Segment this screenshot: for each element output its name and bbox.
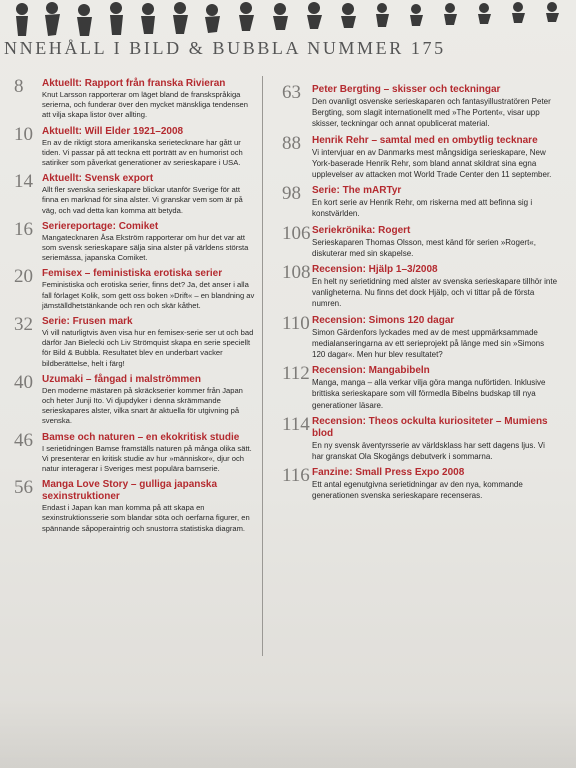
toc-entry: [14, 123, 256, 169]
entry-description: Manga, manga – alla verkar vilja göra manga nuförtiden. Inklusive brittiska serieskapare som vill förmedla Bibelns budskap till nya generationer läsare.: [312, 378, 546, 410]
entry-title: Femisex – feministiska erotiska serier: [42, 268, 223, 280]
entry-description: Den ovanligt osvenske serieskaparen och fantasyillustratören Peter Bergting, som slagit internationellt med »The Portent«, visar upp skisser, teckningar och annat opublicerat material.: [312, 97, 551, 129]
entry-description: Den moderne mästaren på skräckserier kommer från Japan och heter Junji Ito. Vi djupdyker i denna skrämmande serieskapares alster, vilka snart är aktuella för utgivning på svenska.: [42, 385, 243, 426]
entry-description: Vi intervjuar en av Danmarks mest mångsidiga serieskapare, New York-baserade Henrik Rehr, som bland annat skildrat sina egna upplevelser av attacken mot World Trade Center den 11 september.: [312, 147, 552, 180]
page-number: 88: [282, 132, 301, 154]
page-number: 8: [14, 76, 24, 97]
entry-title: Seriekrönika: Rogert: [312, 224, 411, 236]
page-number: 63: [282, 82, 301, 103]
entry-title: Serie: The mARTyr: [312, 185, 402, 197]
page-number: 98: [282, 183, 301, 205]
entry-title: Fanzine: Small Press Expo 2008: [312, 467, 465, 479]
page-number: 40: [14, 371, 33, 393]
entry-title: Bamse och naturen – en ekokritisk studie: [42, 431, 240, 443]
toc-entry: [282, 84, 558, 130]
entry-description: Allt fler svenska serieskapare blickar utanför Sverige för att finna en marknad för sina alster. Vi granskar vem som är på väg, och vad detta kan komma att betyda.: [42, 185, 243, 215]
toc-entry: [282, 132, 558, 181]
entry-title: Recension: Hjälp 1–3/2008: [312, 264, 438, 276]
masthead-title: NNEHÅLL I BILD & BUBBLA NUMMER 175: [4, 38, 446, 58]
page-number: 16: [14, 218, 33, 240]
toc-entry: [14, 429, 256, 475]
toc-entry: [14, 268, 256, 311]
entry-title: Aktuellt: Will Elder 1921–2008: [42, 125, 184, 137]
toc-entry: [282, 312, 558, 361]
page-number: 46: [14, 429, 33, 451]
entry-title: Uzumaki – fångad i malströmmen: [42, 373, 201, 385]
toc-entry: [14, 316, 256, 369]
page-number: 110: [282, 312, 310, 334]
toc-entry: [282, 185, 558, 219]
entry-title: Peter Bergting – skisser och teckningar: [312, 84, 501, 95]
entry-title: Serie: Frusen mark: [42, 316, 133, 328]
page-number: 56: [14, 477, 33, 499]
entry-title: Henrik Rehr – samtal med en ombytlig tecknare: [312, 134, 538, 146]
entry-description: Endast i Japan kan man komma på att skapa en sexinstruktionsserie som blandar söta och oerfarna figurer, en spännande såpoperaintrig och snustorra statistiska diagram.: [42, 503, 250, 533]
page-number: 10: [14, 123, 33, 145]
entry-title: Recension: Simons 120 dagar: [312, 314, 455, 326]
column-divider: [262, 76, 263, 656]
entry-description: I serietidningen Bamse framställs naturen på många olika sätt. Vi presenterar en kritisk studie av hur »människor«, djur och natur interagerar i Sveriges mest populära barnserie.: [42, 443, 252, 474]
toc-entry: [14, 78, 256, 121]
entry-description: Vi vill naturligtvis även visa hur en femisex-serie ser ut och bad därför Jan Bielecki och Liv Strömquist skapa en serie speciellt för Bild & Bubbla. Resultatet blev en underbart vacker bildberättelse, helt i färg!: [42, 328, 254, 368]
entry-description: Mangatecknaren Åsa Ekström rapporterar om hur det var att som svensk serieskapare sälja sina alster på världens största seriemässa, japanska Comiket.: [42, 232, 249, 263]
page-bottom-shadow: [0, 698, 576, 768]
entry-title: Seriereportage: Comiket: [42, 220, 159, 232]
toc-entry: [282, 413, 558, 462]
entry-description: En av de riktigt stora amerikanska serietecknare har gått ur tiden. Vi passar på att teckna ett porträtt av en humorist och satiriker som påverkat generationer av serieskapare i USA.: [42, 137, 243, 168]
cartoon-figures-border: [0, 0, 576, 40]
page-number: 106: [282, 222, 311, 244]
entry-description: Ett antal egenutgivna serietidningar av den nya, kommande generationen svenska serieskapare recenseras.: [312, 480, 523, 501]
toc-left-column: [14, 78, 256, 539]
entry-description: En kort serie av Henrik Rehr, om riskerna med att befinna sig i konstvärlden.: [312, 198, 533, 219]
toc-entry: [14, 218, 256, 264]
toc-right-column: [282, 84, 558, 507]
entry-title: Recension: Theos ockulta kuriositeter – Mumiens blod: [312, 415, 548, 439]
entry-title: Recension: Mangabibeln: [312, 365, 430, 377]
entry-description: Knut Larsson rapporterar om läget bland de franskspråkiga serierna, och funderar över den mycket mänskliga tendensen att vilja skapa listor över allting.: [42, 90, 248, 120]
page-number: 32: [14, 314, 33, 336]
toc-entry: [282, 264, 558, 310]
page-number: 114: [282, 413, 310, 435]
page-number: 116: [282, 465, 310, 487]
toc-entry: [14, 173, 256, 216]
toc-entry: [14, 479, 256, 534]
entry-title: Aktuellt: Svensk export: [42, 173, 154, 185]
page-number: 20: [14, 266, 33, 288]
entry-title: Manga Love Story – gulliga japanska sexinstruktioner: [42, 479, 218, 503]
entry-title: Aktuellt: Rapport från franska Rivieran: [42, 78, 226, 89]
page-number: 14: [14, 171, 33, 193]
page-number: 108: [282, 262, 311, 284]
entry-description: Serieskaparen Thomas Olsson, mest känd för serien »Rogert«, diskuterar med sin skapelse.: [312, 237, 536, 258]
entry-description: En ny svensk äventyrsserie av världsklass har sett dagens ljus. Vi har granskat Ola Skogängs debutverk i sommarna.: [312, 440, 545, 462]
toc-entry: [14, 371, 256, 427]
entry-description: En helt ny serietidning med alster av svenska serieskapare tillhör inte vanligheterna. Nu finns det dock Hjälp, och vi tittar på de första numren.: [312, 277, 558, 309]
toc-entry: [282, 222, 558, 259]
entry-description: Feministiska och erotiska serier, finns det? Ja, det anser i alla fall förlaget Kolik, som gett oss boken »Drift« – en blandning av jämställdhetstänkande och ren och skär kåthet.: [42, 280, 255, 310]
page-number: 112: [282, 363, 310, 385]
toc-entry: [282, 467, 558, 501]
entry-description: Simon Gärdenfors lyckades med av de mest uppmärksammade medialanseringarna av ett serieprojekt på länge med sin »Simons 120 dagar«. Men hur blev resultatet?: [312, 327, 545, 360]
toc-entry: [282, 365, 558, 411]
